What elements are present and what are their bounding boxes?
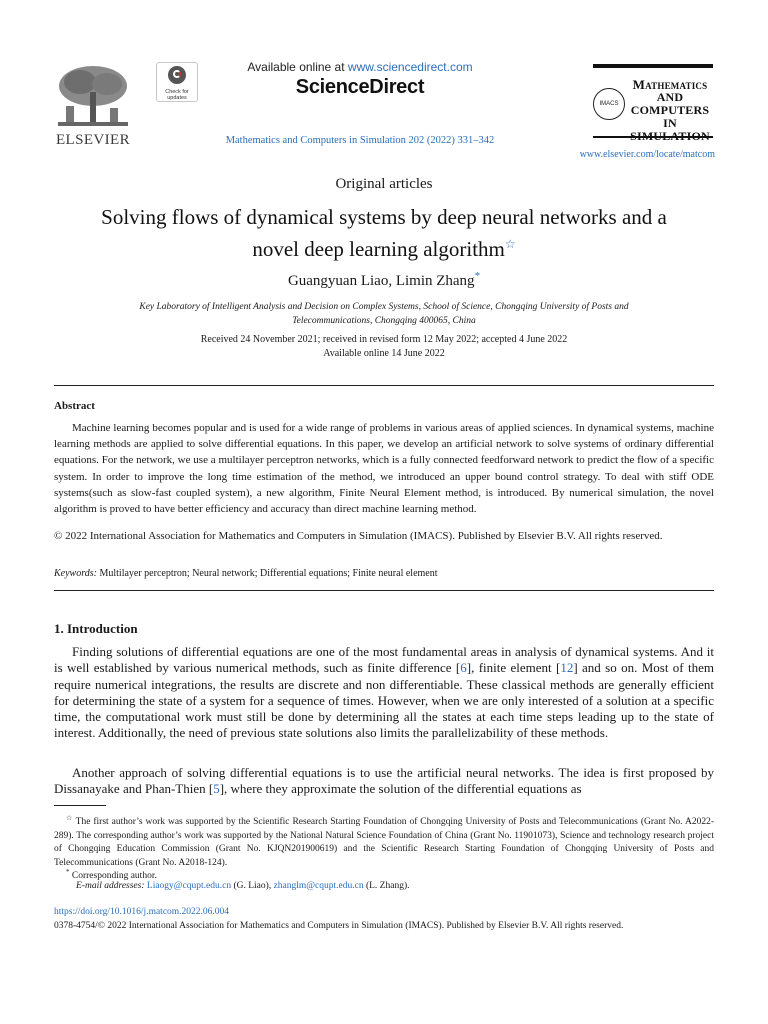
journal-mark-line-3: COMPUTERS — [630, 103, 710, 117]
intro-p1-text-a: Finding solutions of differential equations are one of the most fundamental areas in analysis of dynamical systems. And it is well established by various numerical methods, such as finite difference [ — [54, 644, 714, 676]
email-name-liao: (G. Liao), — [233, 881, 272, 891]
intro-paragraph-1 — [54, 644, 714, 742]
footnote-rule — [54, 805, 106, 806]
footnote-emails — [54, 880, 714, 894]
section-heading-introduction: 1. Introduction — [54, 621, 138, 636]
available-online-text: Available online at — [247, 60, 345, 74]
article-title-line-2 — [54, 231, 714, 263]
tree-logo-icon — [52, 62, 134, 132]
reference-link-6[interactable]: 6 — [460, 660, 467, 676]
intro-p2-text-b: ], where they approximate the solution of the differential equations as — [219, 781, 582, 797]
footnote-funding — [54, 812, 714, 870]
abstract-body: Machine learning becomes popular and is used for a wide range of problems in various areas of applied sciences. In dynamical systems, machine learning methods are applied to solve differential equations. In this paper, we develop an artificial network to solve systems of ordinary differential equations. For the network, we use a multilayer perceptron networks, which is a fully connected feedforward network to predict the flow of a specific system. In order to improve the long time estimation of the method, we introduced an upper bound control strategy. To deal with stiff ODE systems(such as slow-fast coupled system), a new algorithm, Finite Neural Element method, is introduced. By numerical simulation, the novel algorithm is proved to have better efficiency and accuracy than direct machine learning method. — [54, 422, 714, 516]
divider-bottom — [54, 590, 714, 591]
divider-top — [54, 385, 714, 386]
author-affiliation — [84, 300, 684, 328]
article-title-line-1: Solving flows of dynamical systems by deep neural networks and a — [101, 205, 667, 229]
sciencedirect-brand: ScienceDirect — [295, 76, 425, 98]
article-section-type: Original articles — [335, 176, 433, 192]
article-history-received: Received 24 November 2021; received in revised form 12 May 2022; accepted 4 June 2022 — [200, 334, 568, 345]
title-footnote-star-icon[interactable]: ☆ — [504, 237, 516, 251]
imacs-emblem-icon: IMACS — [593, 88, 625, 120]
email-label: E-mail addresses: — [76, 881, 145, 891]
footnote-funding-text: The first author’s work was supported by the Scientific Research Starting Foundation of Chongqing University of Posts and Telecommunications (Grant No. A2022-289). The corresponding author’s work was supported by the National Natural Science Foundation of China (Grant No. 11901073), Science and technology research project of Chongqing Education Commission (Grant No. KJQN201900619) and the Scientific Research Starting Foundation of Chongqing University of Posts and Telecommunications (Grant No. A2018-124). — [54, 817, 714, 868]
keywords — [54, 568, 714, 579]
abstract-copyright: © 2022 International Association for Mathematics and Computers in Simulation (IMACS). Published by Elsevier B.V. All rights reserved. — [54, 530, 663, 542]
check-updates-label-2: updates — [167, 95, 187, 101]
affiliation-line-2: Telecommunications, Chongqing 400065, China — [292, 316, 476, 326]
footnote-asterisk-marker: * — [66, 868, 70, 876]
affiliation-line-1: Key Laboratory of Intelligent Analysis and Decision on Complex Systems, School of Science, Chongqing University of Posts and — [139, 302, 629, 312]
sciencedirect-link[interactable]: www.sciencedirect.com — [347, 60, 473, 74]
journal-mark-line-1: Mathematics — [632, 77, 708, 92]
journal-citation[interactable]: Mathematics and Computers in Simulation 202 (2022) 331–342 — [225, 135, 495, 146]
available-online — [210, 60, 510, 74]
keywords-list: Multilayer perceptron; Neural network; Differential equations; Finite neural element — [99, 568, 438, 579]
corresponding-author-marker[interactable]: * — [474, 270, 481, 282]
issn-copyright: 0378-4754/© 2022 International Association for Mathematics and Computers in Simulation (IMACS). Published by Elsevier B.V. All rights reserved. — [54, 921, 624, 931]
article-authors — [0, 270, 768, 290]
journal-mark-line-2: AND — [656, 90, 684, 104]
article-history-available: Available online 14 June 2022 — [323, 348, 445, 359]
footnote-star-marker: ☆ — [66, 814, 73, 822]
check-updates-icon — [168, 66, 186, 84]
intro-p2-text-a: Another approach of solving differential equations is to use the artificial neural networks. The idea is first proposed by Dissanayake and Phan-Thien [ — [54, 765, 714, 797]
intro-paragraph-2 — [54, 765, 714, 798]
email-name-zhang: (L. Zhang). — [365, 881, 410, 891]
reference-link-5[interactable]: 5 — [213, 781, 220, 797]
author-names[interactable]: Guangyuan Liao, Limin Zhang — [287, 273, 475, 289]
journal-mark-rule-top — [593, 64, 713, 68]
abstract-heading: Abstract — [54, 400, 95, 412]
doi-link[interactable]: https://doi.org/10.1016/j.matcom.2022.06.004 — [54, 907, 230, 917]
article-title — [54, 204, 714, 263]
email-link-liao[interactable]: Liaogy@cqupt.edu.cn — [146, 881, 232, 891]
intro-p1-text-c: ] and so on. Most of them require numerical integrations, the results are discrete and non differentiable. These classical methods are generally efficient for determining the state of a system for a sequence of times. However, when we are only interested of a solution at a specific time, the computational work must still be done by determining all the states at each time steps leading up to the state of interest. Additionally, the need of previous state solutions also limits the parallelizability of these methods. — [54, 660, 714, 741]
journal-mark-line-4: IN — [663, 116, 677, 130]
journal-mark-rule-bottom — [593, 136, 713, 138]
email-link-zhang[interactable]: zhanglm@cqupt.edu.cn — [273, 881, 364, 891]
check-for-updates-badge[interactable] — [156, 62, 198, 102]
keywords-label: Keywords: — [54, 568, 97, 579]
reference-link-12[interactable]: 12 — [560, 660, 574, 676]
publisher-name: ELSEVIER — [55, 132, 131, 148]
footnote-corresponding-text: Corresponding author. — [71, 871, 157, 882]
journal-homepage-link[interactable]: www.elsevier.com/locate/matcom — [579, 149, 715, 160]
article-history — [84, 333, 684, 361]
check-updates-label-1: Check for — [165, 89, 189, 95]
journal-wordmark — [622, 78, 718, 143]
article-title-line-2-text: novel deep learning algorithm — [252, 237, 505, 261]
intro-p1-text-b: ], finite element [ — [466, 660, 561, 676]
